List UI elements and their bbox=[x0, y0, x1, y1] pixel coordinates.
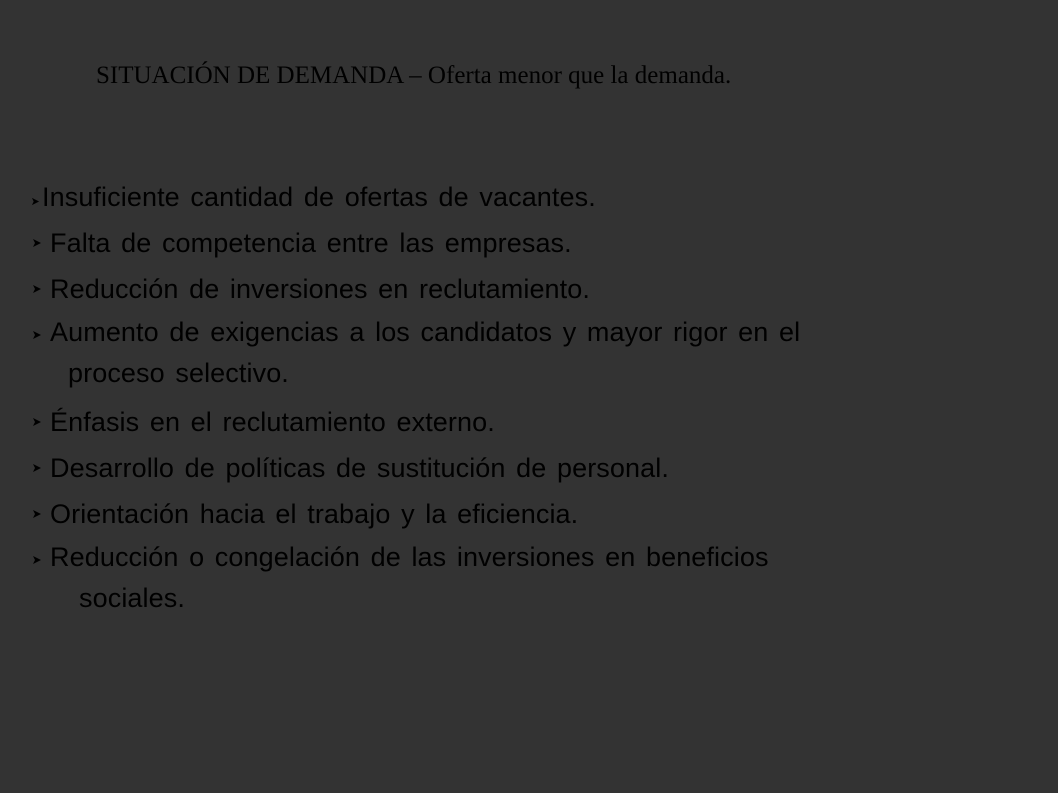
bullet-text: Orientación hacia el trabajo y la eficiencia. bbox=[50, 499, 579, 529]
arrowhead-bullet-icon bbox=[30, 266, 44, 312]
bullet-item bbox=[30, 312, 1050, 394]
bullet-item bbox=[30, 399, 1050, 445]
arrowhead-bullet-icon bbox=[30, 399, 44, 445]
bullet-item bbox=[30, 491, 1050, 537]
bullet-list bbox=[30, 174, 1050, 624]
arrowhead-bullet-icon bbox=[30, 491, 44, 537]
bullet-text: Desarrollo de políticas de sustitución de personal. bbox=[50, 453, 669, 483]
bullet-item bbox=[30, 266, 1050, 312]
bullet-item bbox=[30, 445, 1050, 491]
bullet-text-line-2: proceso selectivo. bbox=[68, 358, 289, 388]
slide-title: SITUACIÓN DE DEMANDA – Oferta menor que la demanda. bbox=[96, 62, 732, 89]
bullet-text: Reducción de inversiones en reclutamiento. bbox=[50, 274, 590, 304]
bullet-text-line-1: Reducción o congelación de las inversiones en beneficios bbox=[50, 542, 769, 572]
arrowhead-bullet-icon bbox=[30, 178, 40, 224]
bullet-item bbox=[30, 174, 1050, 220]
bullet-text-line-2: sociales. bbox=[79, 583, 185, 613]
bullet-item bbox=[30, 537, 1050, 619]
bullet-item bbox=[30, 220, 1050, 266]
arrowhead-bullet-icon bbox=[30, 445, 44, 491]
arrowhead-bullet-icon bbox=[30, 312, 44, 358]
bullet-text: Insuficiente cantidad de ofertas de vacantes. bbox=[42, 182, 596, 212]
arrowhead-bullet-icon bbox=[30, 220, 44, 266]
bullet-text-line-1: Aumento de exigencias a los candidatos y mayor rigor en el bbox=[50, 317, 801, 347]
bullet-text: Falta de competencia entre las empresas. bbox=[50, 228, 572, 258]
arrowhead-bullet-icon bbox=[30, 537, 44, 583]
bullet-text: Énfasis en el reclutamiento externo. bbox=[50, 407, 495, 437]
